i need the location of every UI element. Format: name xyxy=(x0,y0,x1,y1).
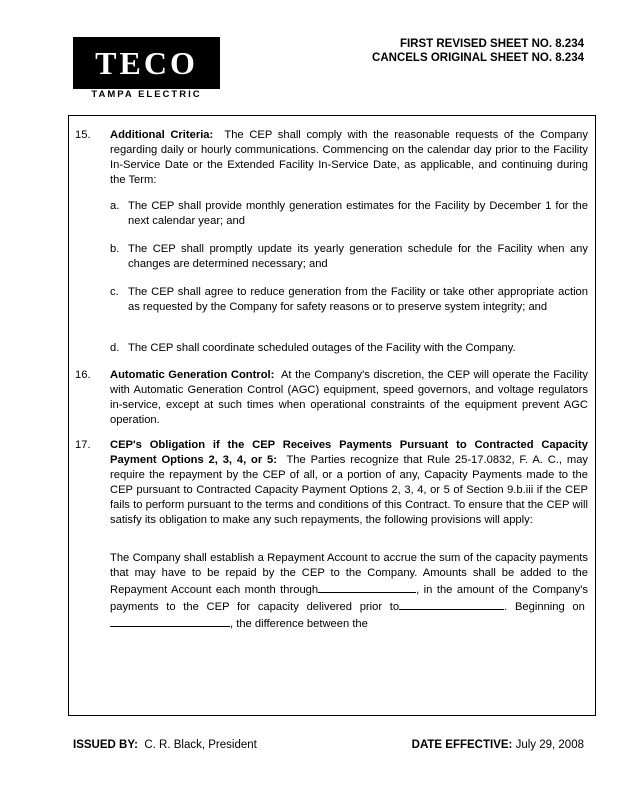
list-item xyxy=(110,285,588,315)
logo-wordmark: TECO xyxy=(95,45,198,81)
section-text: The CEP shall comply with the reasonable requests of the Company regarding daily or hourly communications. Commencing on the calendar day prior to the Facility In-Service Date or the Extended Facility In-Service Date, as applicable, and continuing during the Term: xyxy=(110,129,588,186)
effective-label: DATE EFFECTIVE: xyxy=(411,739,513,751)
paragraph-text: The Company shall establish a Repayment Account to accrue the sum of the capacity payments that may have to be repaid by the CEP to the Company. Amounts shall be added to the Repayment Account each month through xyxy=(110,552,588,596)
logo-subtitle: TAMPA ELECTRIC xyxy=(91,89,202,100)
blank-field xyxy=(399,598,504,610)
section-15 xyxy=(75,128,588,188)
section-17 xyxy=(75,438,588,528)
item-text: The CEP shall coordinate scheduled outages of the Facility with the Company. xyxy=(128,342,516,354)
paragraph-text: . Beginning on xyxy=(504,601,585,613)
item-text: The CEP shall promptly update its yearly generation schedule for the Facility when any changes are determined necessary; and xyxy=(128,243,588,270)
paragraph-text: , in the amount of the Company's payments to the CEP for capacity delivered prior to xyxy=(110,584,589,613)
issued-by xyxy=(73,739,257,751)
section-16 xyxy=(75,368,588,428)
sheet-header xyxy=(372,37,584,65)
section-title: CEP's Obligation if the CEP Receives Payments Pursuant to Contracted Capacity Payment Options 2, 3, 4, or 5: xyxy=(110,439,588,466)
list-item xyxy=(110,242,588,272)
section-number: 15. xyxy=(75,129,91,141)
repayment-paragraph xyxy=(110,551,588,632)
sheet-line-1: FIRST REVISED SHEET NO. 8.234 xyxy=(399,38,584,50)
blank-field xyxy=(110,615,230,627)
section-text: At the Company's discretion, the CEP will operate the Facility with Automatic Generation Control (AGC) equipment, speed governors, and voltage regulators in-service, except at such times when operational constraints of the equipment prevent AGC operation. xyxy=(110,369,589,426)
sheet-line-2: CANCELS ORIGINAL SHEET NO. 8.234 xyxy=(372,52,584,64)
item-label: d. xyxy=(110,342,120,354)
effective-value: July 29, 2008 xyxy=(515,739,584,751)
blank-field xyxy=(318,581,416,593)
item-text: The CEP shall provide monthly generation estimates for the Facility by December 1 for the next calendar year; and xyxy=(128,200,588,227)
issued-value: C. R. Black, President xyxy=(144,739,257,751)
section-text: The Parties recognize that Rule 25-17.0832, F. A. C., may require the repayment by the CEP of all, or a portion of any, Capacity Payments made to the CEP pursuant to Contracted Capacity Payment Options 2, 3, 4, or 5 of Section 9.b.iii if the CEP fails to perform pursuant to the terms and conditions of this Contract. To ensure that the CEP will satisfy its obligation to make any such repayments, the following provisions will apply: xyxy=(110,454,589,526)
date-effective xyxy=(412,739,584,751)
paragraph-text: , the difference between the xyxy=(230,618,368,630)
teco-logo xyxy=(73,37,220,89)
item-text: The CEP shall agree to reduce generation from the Facility or take other appropriate action as requested by the Company for safety reasons or to preserve system integrity; and xyxy=(128,286,588,313)
section-number: 16. xyxy=(75,369,91,381)
item-label: c. xyxy=(110,286,119,298)
section-title: Additional Criteria: xyxy=(110,129,214,141)
list-item xyxy=(110,341,588,356)
list-item xyxy=(110,199,588,229)
issued-label: ISSUED BY: xyxy=(73,739,138,751)
section-number: 17. xyxy=(75,439,91,451)
item-label: b. xyxy=(110,243,120,255)
section-title: Automatic Generation Control: xyxy=(110,369,275,381)
item-label: a. xyxy=(110,200,120,212)
